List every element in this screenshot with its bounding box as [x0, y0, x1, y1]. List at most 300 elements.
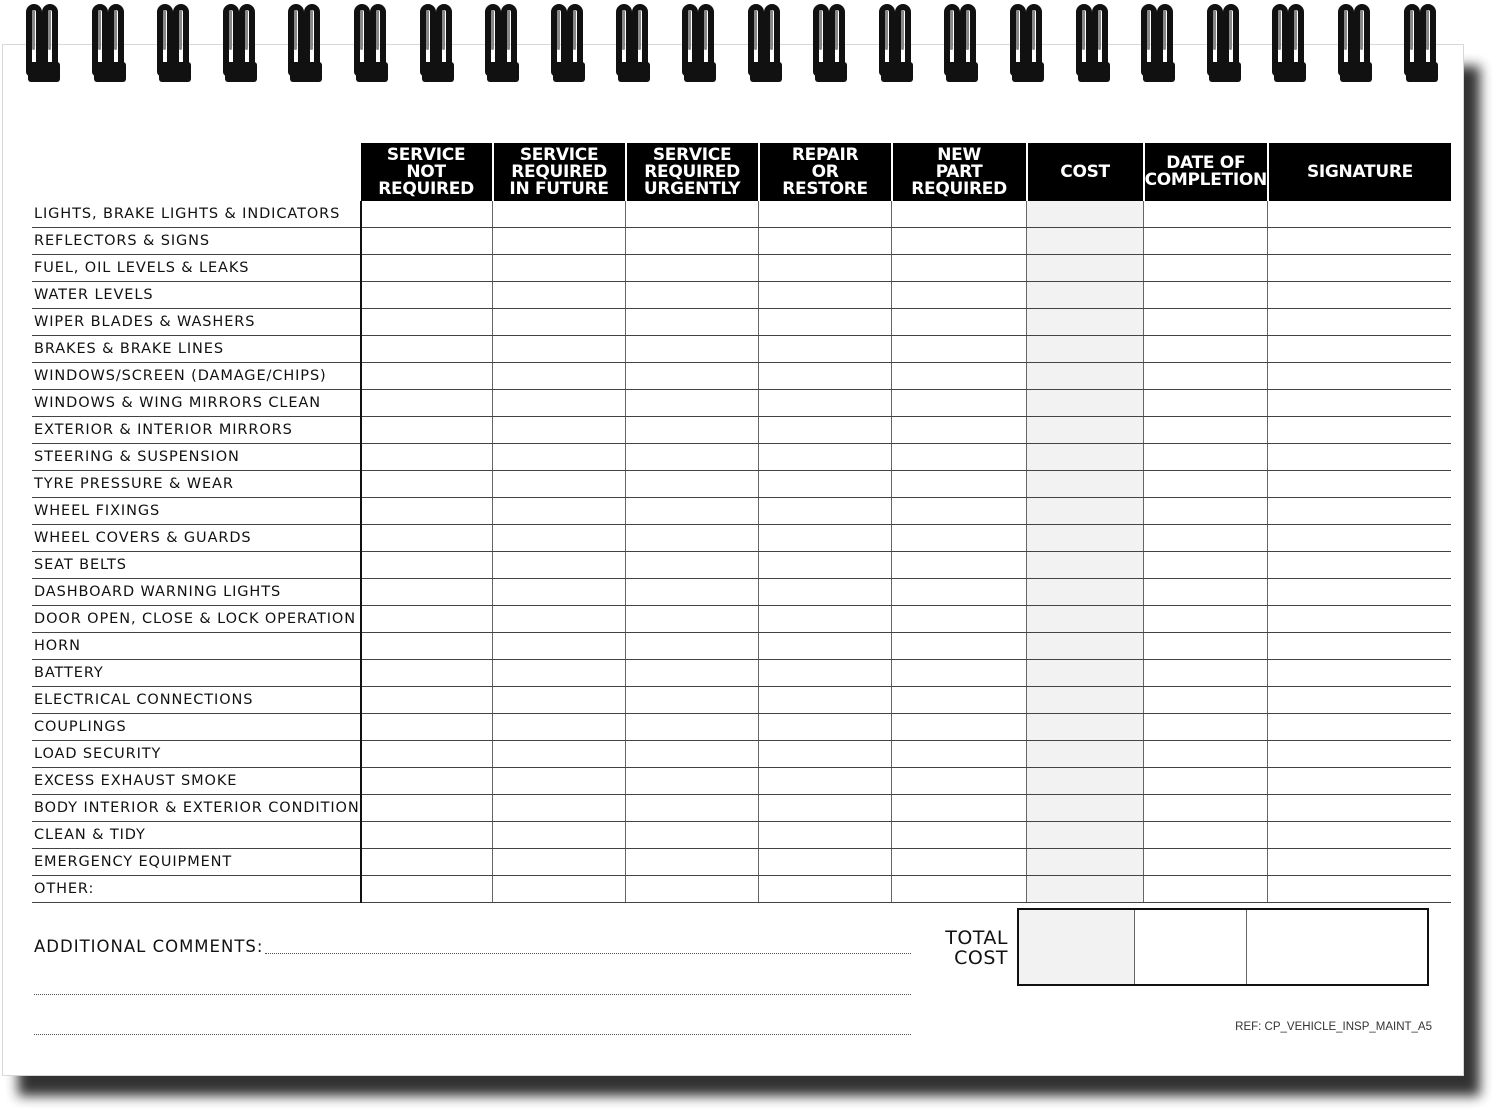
entry-cell[interactable]	[493, 606, 626, 633]
entry-cell[interactable]	[361, 633, 493, 660]
entry-cell[interactable]	[1268, 498, 1451, 525]
table-row	[32, 849, 1451, 876]
entry-cell[interactable]	[759, 633, 892, 660]
entry-cell[interactable]	[892, 795, 1027, 822]
row-label: WHEEL FIXINGS	[32, 498, 361, 525]
entry-cell[interactable]	[1027, 255, 1144, 282]
row-label: DASHBOARD WARNING LIGHTS	[32, 579, 361, 606]
entry-cell[interactable]	[892, 201, 1027, 228]
entry-cell[interactable]	[361, 417, 493, 444]
entry-cell[interactable]	[1027, 849, 1144, 876]
entry-cell[interactable]	[892, 444, 1027, 471]
entry-cell[interactable]	[759, 768, 892, 795]
entry-cell[interactable]	[361, 741, 493, 768]
entry-cell[interactable]	[1027, 714, 1144, 741]
entry-cell[interactable]	[626, 822, 759, 849]
entry-cell[interactable]	[759, 255, 892, 282]
entry-cell[interactable]	[759, 660, 892, 687]
entry-cell[interactable]	[1144, 417, 1268, 444]
entry-cell[interactable]	[626, 471, 759, 498]
table-row	[32, 228, 1451, 255]
comments-line-3[interactable]	[34, 1034, 911, 1035]
spiral-ring	[942, 4, 982, 84]
entry-cell[interactable]	[1027, 336, 1144, 363]
row-label: WATER LEVELS	[32, 282, 361, 309]
spiral-ring	[1074, 4, 1114, 84]
entry-cell[interactable]	[1268, 525, 1451, 552]
column-header: REPAIR OR RESTORE	[759, 143, 892, 201]
entry-cell[interactable]	[493, 741, 626, 768]
entry-cell[interactable]	[1027, 687, 1144, 714]
spiral-ring	[352, 4, 392, 84]
entry-cell[interactable]	[892, 768, 1027, 795]
entry-cell[interactable]	[361, 660, 493, 687]
entry-cell[interactable]	[1268, 687, 1451, 714]
entry-cell[interactable]	[361, 390, 493, 417]
entry-cell[interactable]	[493, 822, 626, 849]
entry-cell[interactable]	[493, 228, 626, 255]
spiral-ring	[1205, 4, 1245, 84]
entry-cell[interactable]	[1144, 201, 1268, 228]
entry-cell[interactable]	[493, 714, 626, 741]
entry-cell[interactable]	[892, 876, 1027, 903]
entry-cell[interactable]	[1027, 579, 1144, 606]
table-row	[32, 822, 1451, 849]
entry-cell[interactable]	[1144, 444, 1268, 471]
reference-code: REF: CP_VEHICLE_INSP_MAINT_A5	[1235, 1021, 1432, 1033]
entry-cell[interactable]	[759, 687, 892, 714]
entry-cell[interactable]	[892, 255, 1027, 282]
entry-cell[interactable]	[361, 201, 493, 228]
entry-cell[interactable]	[493, 795, 626, 822]
row-label: BATTERY	[32, 660, 361, 687]
entry-cell[interactable]	[759, 282, 892, 309]
entry-cell[interactable]	[1144, 660, 1268, 687]
entry-cell[interactable]	[1268, 201, 1451, 228]
table-row	[32, 282, 1451, 309]
column-header: SERVICE REQUIRED URGENTLY	[626, 143, 759, 201]
header-blank	[32, 143, 361, 201]
entry-cell[interactable]	[493, 525, 626, 552]
column-header: SERVICE REQUIRED IN FUTURE	[493, 143, 626, 201]
entry-cell[interactable]	[361, 255, 493, 282]
row-label: BODY INTERIOR & EXTERIOR CONDITION	[32, 795, 361, 822]
entry-cell[interactable]	[892, 633, 1027, 660]
spiral-ring	[24, 4, 64, 84]
row-label: WINDOWS/SCREEN (DAMAGE/CHIPS)	[32, 363, 361, 390]
entry-cell[interactable]	[361, 876, 493, 903]
entry-cell[interactable]	[361, 768, 493, 795]
entry-cell[interactable]	[759, 417, 892, 444]
entry-cell[interactable]	[361, 849, 493, 876]
table-row	[32, 606, 1451, 633]
entry-cell[interactable]	[759, 525, 892, 552]
spiral-ring	[877, 4, 917, 84]
entry-cell[interactable]	[361, 714, 493, 741]
entry-cell[interactable]	[493, 255, 626, 282]
entry-cell[interactable]	[892, 309, 1027, 336]
entry-cell[interactable]	[626, 606, 759, 633]
entry-cell[interactable]	[1144, 741, 1268, 768]
entry-cell[interactable]	[361, 471, 493, 498]
entry-cell[interactable]	[1144, 795, 1268, 822]
row-label: OTHER:	[32, 876, 361, 903]
table-row	[32, 525, 1451, 552]
entry-cell[interactable]	[493, 336, 626, 363]
entry-cell[interactable]	[626, 282, 759, 309]
entry-cell[interactable]	[1144, 255, 1268, 282]
spiral-ring	[1270, 4, 1310, 84]
entry-cell[interactable]	[361, 309, 493, 336]
entry-cell[interactable]	[493, 876, 626, 903]
entry-cell[interactable]	[1268, 579, 1451, 606]
total-date-cell[interactable]	[1135, 910, 1247, 984]
table-row	[32, 498, 1451, 525]
entry-cell[interactable]	[892, 849, 1027, 876]
row-label: HORN	[32, 633, 361, 660]
table-row	[32, 633, 1451, 660]
entry-cell[interactable]	[626, 876, 759, 903]
entry-cell[interactable]	[1268, 471, 1451, 498]
entry-cell[interactable]	[493, 201, 626, 228]
entry-cell[interactable]	[1268, 660, 1451, 687]
entry-cell[interactable]	[626, 525, 759, 552]
entry-cell[interactable]	[1027, 471, 1144, 498]
entry-cell[interactable]	[892, 363, 1027, 390]
row-label: LIGHTS, BRAKE LIGHTS & INDICATORS	[32, 201, 361, 228]
entry-cell[interactable]	[1144, 876, 1268, 903]
entry-cell[interactable]	[626, 660, 759, 687]
entry-cell[interactable]	[626, 336, 759, 363]
entry-cell[interactable]	[1268, 282, 1451, 309]
comments-line-2[interactable]	[34, 994, 911, 995]
row-label: LOAD SECURITY	[32, 741, 361, 768]
entry-cell[interactable]	[1268, 417, 1451, 444]
table-row	[32, 363, 1451, 390]
entry-cell[interactable]	[1144, 579, 1268, 606]
entry-cell[interactable]	[361, 822, 493, 849]
entry-cell[interactable]	[1027, 498, 1144, 525]
entry-cell[interactable]	[1027, 606, 1144, 633]
entry-cell[interactable]	[1144, 606, 1268, 633]
spiral-ring	[549, 4, 589, 84]
entry-cell[interactable]	[892, 498, 1027, 525]
entry-cell[interactable]	[759, 714, 892, 741]
entry-cell[interactable]	[361, 498, 493, 525]
entry-cell[interactable]	[892, 471, 1027, 498]
table-row	[32, 336, 1451, 363]
total-cost-cell[interactable]	[1019, 910, 1135, 984]
spiral-ring	[418, 4, 458, 84]
entry-cell[interactable]	[1268, 714, 1451, 741]
column-header: COST	[1027, 143, 1144, 201]
entry-cell[interactable]	[892, 714, 1027, 741]
row-label: BRAKES & BRAKE LINES	[32, 336, 361, 363]
entry-cell[interactable]	[759, 309, 892, 336]
entry-cell[interactable]	[1144, 687, 1268, 714]
entry-cell[interactable]	[1268, 444, 1451, 471]
entry-cell[interactable]	[1027, 201, 1144, 228]
entry-cell[interactable]	[493, 363, 626, 390]
spiral-ring	[680, 4, 720, 84]
spiral-ring	[90, 4, 130, 84]
entry-cell[interactable]	[361, 336, 493, 363]
column-header: NEW PART REQUIRED	[892, 143, 1027, 201]
row-label: COUPLINGS	[32, 714, 361, 741]
entry-cell[interactable]	[1027, 282, 1144, 309]
entry-cell[interactable]	[1144, 633, 1268, 660]
entry-cell[interactable]	[626, 255, 759, 282]
entry-cell[interactable]	[493, 282, 626, 309]
row-label: EMERGENCY EQUIPMENT	[32, 849, 361, 876]
entry-cell[interactable]	[626, 201, 759, 228]
entry-cell[interactable]	[1268, 390, 1451, 417]
row-label: EXCESS EXHAUST SMOKE	[32, 768, 361, 795]
entry-cell[interactable]	[1144, 822, 1268, 849]
entry-cell[interactable]	[1144, 768, 1268, 795]
entry-cell[interactable]	[361, 444, 493, 471]
entry-cell[interactable]	[1027, 417, 1144, 444]
entry-cell[interactable]	[361, 606, 493, 633]
entry-cell[interactable]	[1027, 363, 1144, 390]
table-row	[32, 444, 1451, 471]
entry-cell[interactable]	[892, 390, 1027, 417]
entry-cell[interactable]	[759, 336, 892, 363]
row-label: REFLECTORS & SIGNS	[32, 228, 361, 255]
entry-cell[interactable]	[1268, 633, 1451, 660]
entry-cell[interactable]	[493, 471, 626, 498]
entry-cell[interactable]	[361, 795, 493, 822]
table-row	[32, 201, 1451, 228]
table-row	[32, 255, 1451, 282]
entry-cell[interactable]	[626, 579, 759, 606]
entry-cell[interactable]	[626, 417, 759, 444]
entry-cell[interactable]	[892, 741, 1027, 768]
entry-cell[interactable]	[1268, 795, 1451, 822]
entry-cell[interactable]	[626, 444, 759, 471]
entry-cell[interactable]	[759, 795, 892, 822]
entry-cell[interactable]	[493, 444, 626, 471]
entry-cell[interactable]	[1268, 309, 1451, 336]
table-row	[32, 714, 1451, 741]
row-label: ELECTRICAL CONNECTIONS	[32, 687, 361, 714]
entry-cell[interactable]	[1027, 768, 1144, 795]
entry-cell[interactable]	[759, 201, 892, 228]
entry-cell[interactable]	[892, 660, 1027, 687]
spiral-ring	[746, 4, 786, 84]
entry-cell[interactable]	[1268, 606, 1451, 633]
entry-cell[interactable]	[493, 687, 626, 714]
entry-cell[interactable]	[626, 714, 759, 741]
entry-cell[interactable]	[626, 498, 759, 525]
entry-cell[interactable]	[626, 849, 759, 876]
entry-cell[interactable]	[1144, 849, 1268, 876]
entry-cell[interactable]	[1027, 390, 1144, 417]
entry-cell[interactable]	[759, 228, 892, 255]
entry-cell[interactable]	[493, 660, 626, 687]
table-row	[32, 795, 1451, 822]
entry-cell[interactable]	[626, 552, 759, 579]
column-header: SERVICE NOT REQUIRED	[361, 143, 493, 201]
table-row	[32, 876, 1451, 903]
row-label: TYRE PRESSURE & WEAR	[32, 471, 361, 498]
entry-cell[interactable]	[1144, 471, 1268, 498]
table-row	[32, 309, 1451, 336]
entry-cell[interactable]	[1268, 849, 1451, 876]
entry-cell[interactable]	[1027, 633, 1144, 660]
spiral-ring	[1139, 4, 1179, 84]
entry-cell[interactable]	[361, 282, 493, 309]
row-label: SEAT BELTS	[32, 552, 361, 579]
entry-cell[interactable]	[493, 390, 626, 417]
table-row	[32, 741, 1451, 768]
entry-cell[interactable]	[493, 309, 626, 336]
entry-cell[interactable]	[1268, 768, 1451, 795]
spiral-ring	[155, 4, 195, 84]
entry-cell[interactable]	[361, 552, 493, 579]
entry-cell[interactable]	[1144, 714, 1268, 741]
entry-cell[interactable]	[1144, 390, 1268, 417]
entry-cell[interactable]	[759, 363, 892, 390]
entry-cell[interactable]	[759, 579, 892, 606]
entry-cell[interactable]	[892, 228, 1027, 255]
entry-cell[interactable]	[1027, 309, 1144, 336]
total-signature-cell[interactable]	[1247, 910, 1427, 984]
spiral-ring	[1402, 4, 1442, 84]
entry-cell[interactable]	[1027, 822, 1144, 849]
entry-cell[interactable]	[1027, 741, 1144, 768]
entry-cell[interactable]	[892, 336, 1027, 363]
spiral-ring	[811, 4, 851, 84]
row-label: CLEAN & TIDY	[32, 822, 361, 849]
entry-cell[interactable]	[493, 768, 626, 795]
entry-cell[interactable]	[1268, 552, 1451, 579]
comments-line-1[interactable]	[265, 953, 911, 954]
entry-cell[interactable]	[626, 768, 759, 795]
entry-cell[interactable]	[626, 687, 759, 714]
table-row	[32, 390, 1451, 417]
entry-cell[interactable]	[1027, 876, 1144, 903]
row-label: FUEL, OIL LEVELS & LEAKS	[32, 255, 361, 282]
entry-cell[interactable]	[1268, 363, 1451, 390]
row-label: WHEEL COVERS & GUARDS	[32, 525, 361, 552]
entry-cell[interactable]	[361, 579, 493, 606]
entry-cell[interactable]	[493, 579, 626, 606]
entry-cell[interactable]	[1144, 552, 1268, 579]
entry-cell[interactable]	[892, 417, 1027, 444]
entry-cell[interactable]	[493, 849, 626, 876]
entry-cell[interactable]	[759, 741, 892, 768]
entry-cell[interactable]	[1144, 498, 1268, 525]
entry-cell[interactable]	[759, 606, 892, 633]
entry-cell[interactable]	[1144, 525, 1268, 552]
entry-cell[interactable]	[1027, 552, 1144, 579]
entry-cell[interactable]	[626, 363, 759, 390]
entry-cell[interactable]	[626, 633, 759, 660]
entry-cell[interactable]	[759, 822, 892, 849]
table-row	[32, 552, 1451, 579]
entry-cell[interactable]	[892, 822, 1027, 849]
entry-cell[interactable]	[1144, 363, 1268, 390]
entry-cell[interactable]	[759, 849, 892, 876]
entry-cell[interactable]	[1268, 741, 1451, 768]
entry-cell[interactable]	[626, 741, 759, 768]
entry-cell[interactable]	[626, 309, 759, 336]
spiral-ring	[483, 4, 523, 84]
entry-cell[interactable]	[1144, 282, 1268, 309]
entry-cell[interactable]	[759, 444, 892, 471]
column-header: SIGNATURE	[1268, 143, 1451, 201]
entry-cell[interactable]	[892, 525, 1027, 552]
entry-cell[interactable]	[626, 390, 759, 417]
row-label: WINDOWS & WING MIRRORS CLEAN	[32, 390, 361, 417]
inspection-table	[32, 143, 1451, 903]
entry-cell[interactable]	[892, 282, 1027, 309]
table-row	[32, 471, 1451, 498]
total-cost-label: TOTAL COST	[945, 927, 1008, 969]
entry-cell[interactable]	[759, 390, 892, 417]
entry-cell[interactable]	[361, 687, 493, 714]
header-row	[32, 143, 1451, 201]
row-label: WIPER BLADES & WASHERS	[32, 309, 361, 336]
table-row	[32, 768, 1451, 795]
entry-cell[interactable]	[759, 471, 892, 498]
entry-cell[interactable]	[493, 633, 626, 660]
entry-cell[interactable]	[1027, 444, 1144, 471]
entry-cell[interactable]	[892, 606, 1027, 633]
entry-cell[interactable]	[1027, 795, 1144, 822]
entry-cell[interactable]	[626, 228, 759, 255]
entry-cell[interactable]	[892, 687, 1027, 714]
entry-cell[interactable]	[1268, 255, 1451, 282]
entry-cell[interactable]	[1268, 228, 1451, 255]
row-label: EXTERIOR & INTERIOR MIRRORS	[32, 417, 361, 444]
entry-cell[interactable]	[1144, 336, 1268, 363]
entry-cell[interactable]	[892, 579, 1027, 606]
total-cost-box	[1017, 908, 1429, 986]
additional-comments-label: ADDITIONAL COMMENTS:	[34, 937, 264, 956]
entry-cell[interactable]	[1027, 228, 1144, 255]
entry-cell[interactable]	[493, 498, 626, 525]
entry-cell[interactable]	[493, 552, 626, 579]
entry-cell[interactable]	[1268, 336, 1451, 363]
entry-cell[interactable]	[759, 876, 892, 903]
column-header: DATE OF COMPLETION	[1144, 143, 1268, 201]
entry-cell[interactable]	[361, 228, 493, 255]
entry-cell[interactable]	[1268, 822, 1451, 849]
spiral-ring	[614, 4, 654, 84]
table-row	[32, 417, 1451, 444]
entry-cell[interactable]	[361, 525, 493, 552]
table-row	[32, 660, 1451, 687]
entry-cell[interactable]	[1144, 228, 1268, 255]
entry-cell[interactable]	[759, 498, 892, 525]
entry-cell[interactable]	[1144, 309, 1268, 336]
entry-cell[interactable]	[892, 552, 1027, 579]
entry-cell[interactable]	[759, 552, 892, 579]
spiral-ring	[286, 4, 326, 84]
entry-cell[interactable]	[361, 363, 493, 390]
entry-cell[interactable]	[1268, 876, 1451, 903]
entry-cell[interactable]	[626, 795, 759, 822]
row-label: STEERING & SUSPENSION	[32, 444, 361, 471]
spiral-ring	[221, 4, 261, 84]
entry-cell[interactable]	[1027, 525, 1144, 552]
entry-cell[interactable]	[1027, 660, 1144, 687]
table-row	[32, 687, 1451, 714]
entry-cell[interactable]	[493, 417, 626, 444]
table-row	[32, 579, 1451, 606]
